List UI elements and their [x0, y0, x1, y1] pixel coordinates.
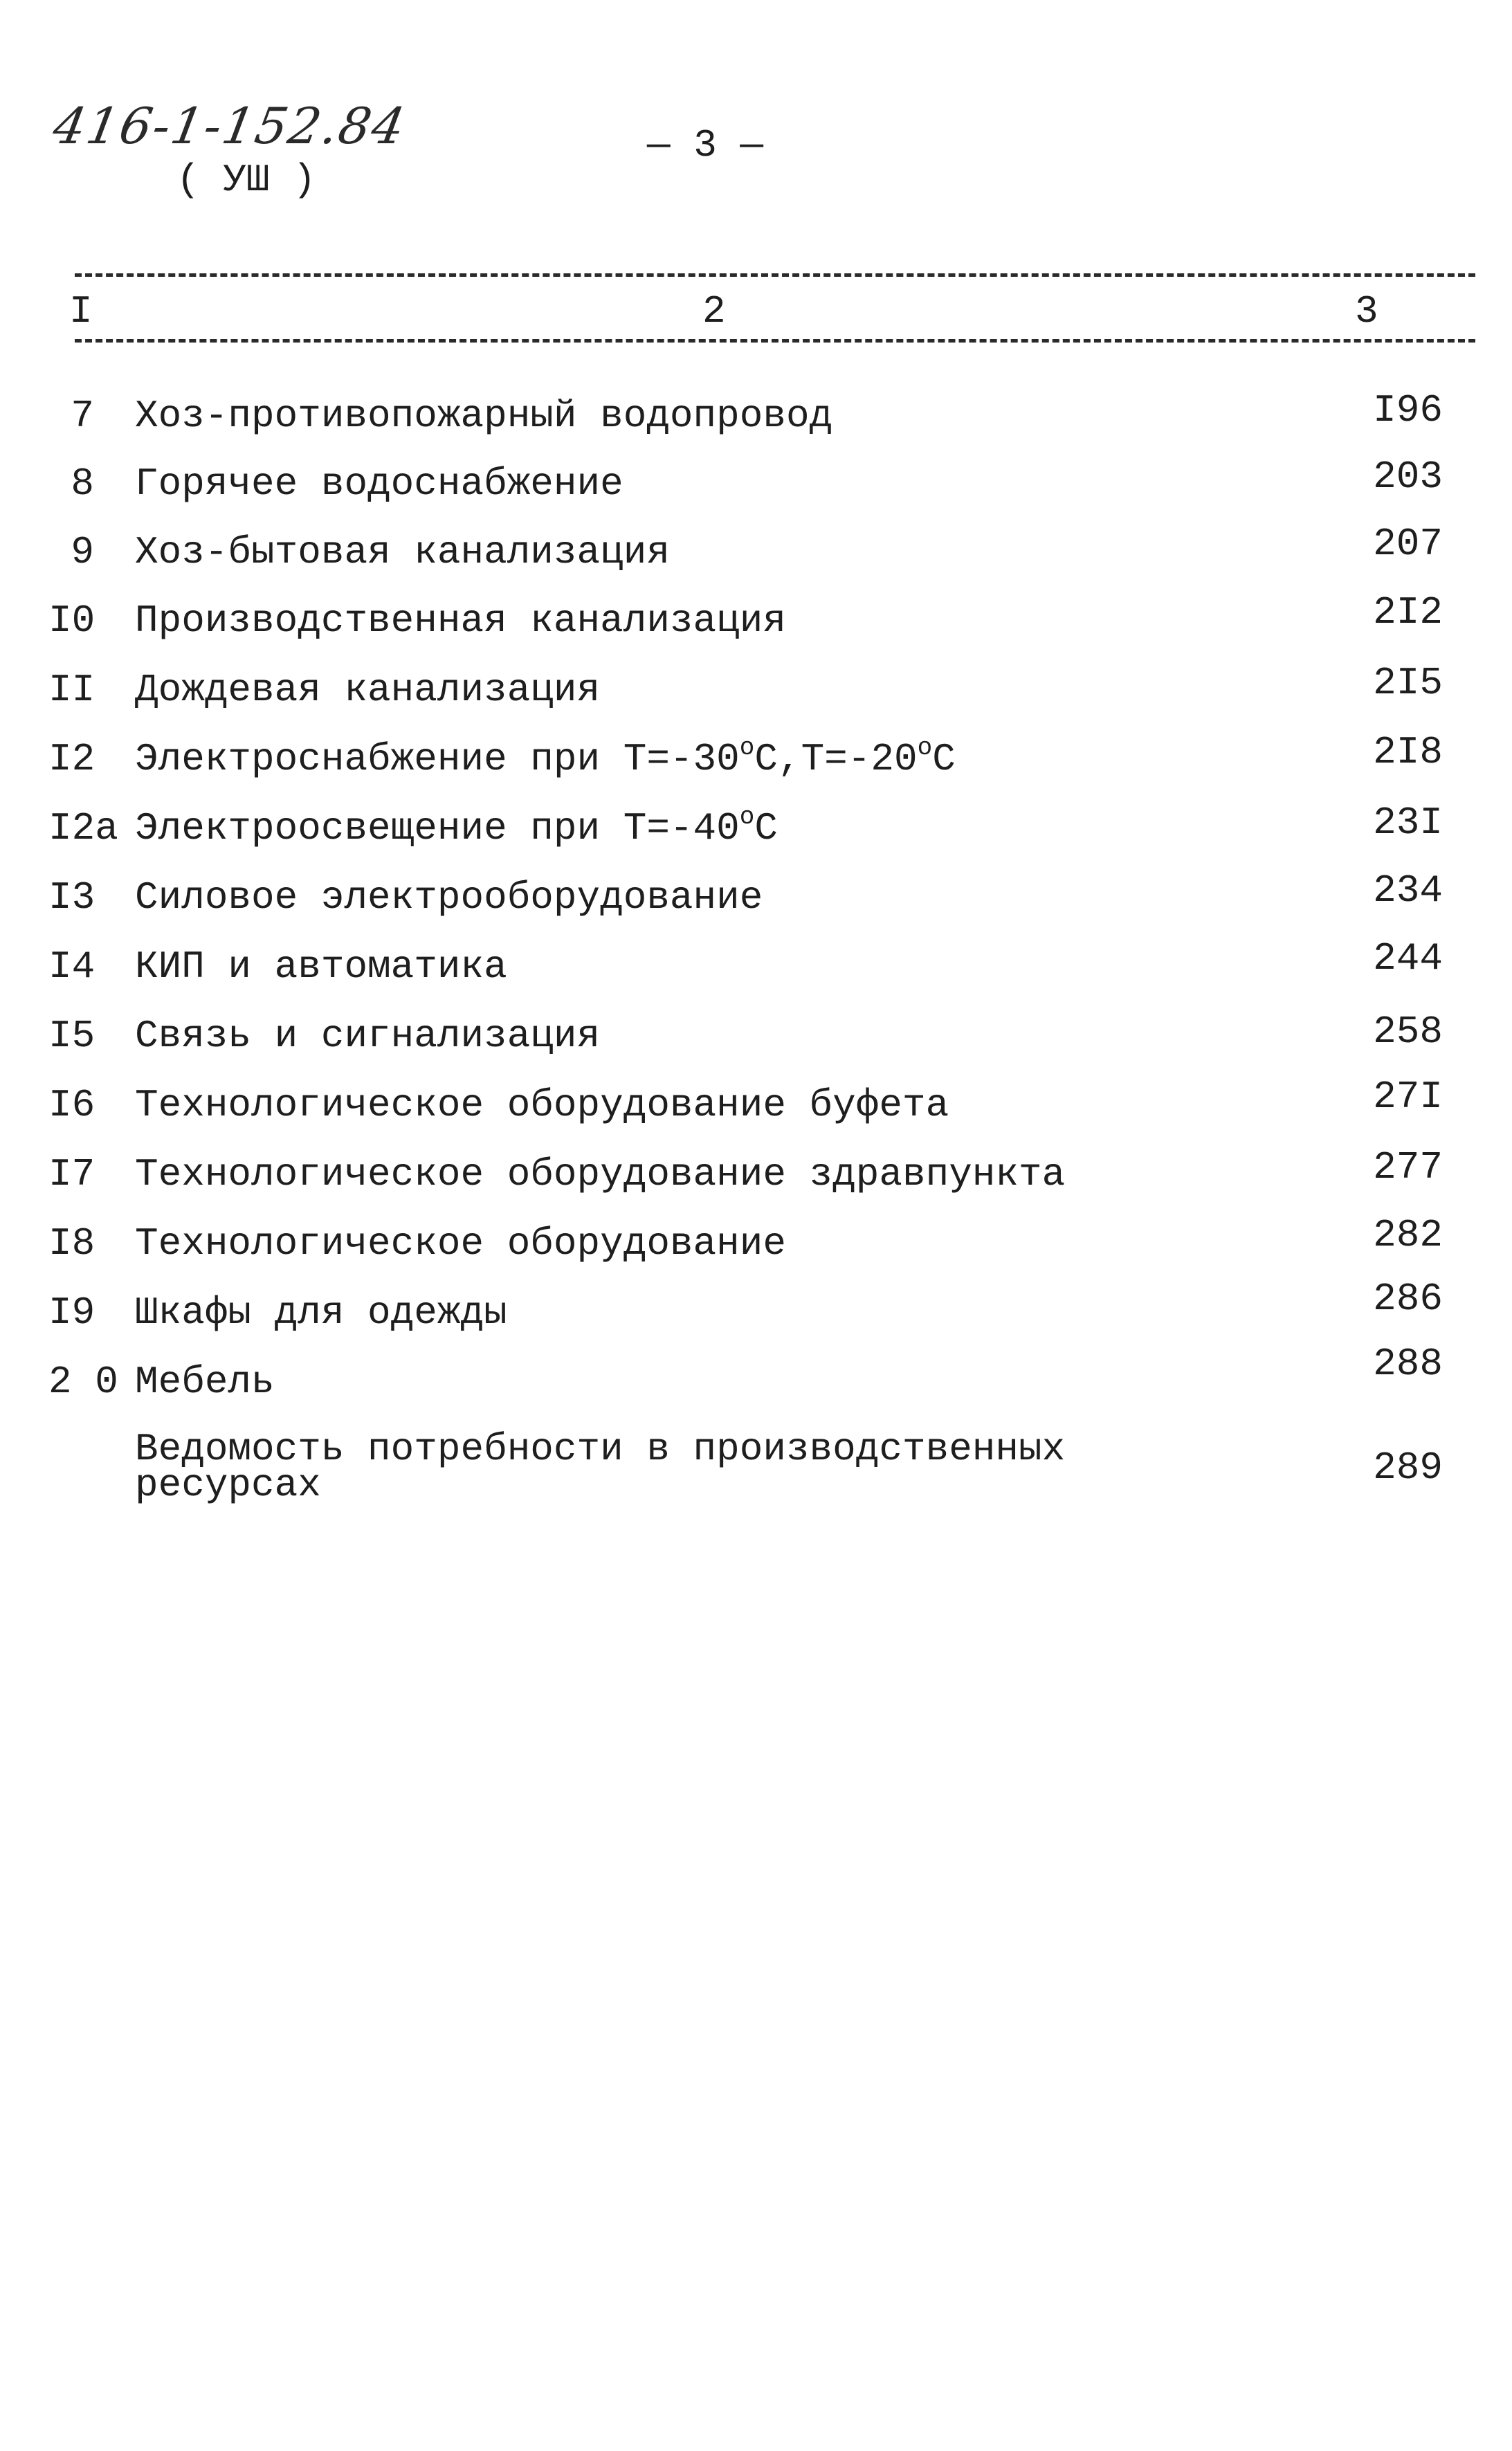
row-page: 244: [1373, 936, 1443, 981]
table-row: [0, 730, 1512, 807]
row-number: 8: [71, 462, 94, 506]
table-row: [0, 1075, 1512, 1153]
row-page: I96: [1373, 388, 1443, 432]
row-page: 282: [1373, 1213, 1443, 1257]
row-page: 234: [1373, 868, 1443, 913]
table-row: [0, 590, 1512, 668]
row-number: 9: [71, 530, 94, 574]
table-row: [0, 1277, 1512, 1360]
row-title: Электроосвещение при $Т=-40^оС$: [135, 803, 778, 850]
row-number: I5: [48, 1014, 95, 1058]
row-title: Мебель: [135, 1360, 275, 1404]
document-code-note: ( УШ ): [176, 158, 316, 202]
header-bottom-divider: [75, 339, 1475, 343]
table-row: [0, 455, 1512, 531]
column-header-2: 2: [702, 289, 726, 334]
column-header-1: I: [69, 289, 93, 334]
row-number: I0: [48, 599, 95, 643]
row-number: I2а: [48, 806, 118, 850]
row-page: 288: [1373, 1342, 1443, 1386]
handwritten-document-code: 416-1-152.84: [48, 97, 411, 155]
row-number: I8: [48, 1221, 95, 1266]
table-row: [0, 868, 1512, 945]
table-top-divider: [75, 273, 1475, 277]
row-title: Шкафы для одежды: [135, 1291, 507, 1335]
row-title: Технологическое оборудование: [135, 1221, 786, 1266]
row-title: Технологическое оборудование здравпункта: [135, 1152, 1066, 1196]
row-title: Хоз-противопожарный водопровод: [135, 394, 833, 438]
table-row: [0, 661, 1512, 738]
row-page: 2I2: [1373, 590, 1443, 635]
row-title: Хоз-бытовая канализация: [135, 530, 670, 574]
row-number: I6: [48, 1083, 95, 1127]
row-number: I3: [48, 875, 95, 920]
row-title: Связь и сигнализация: [135, 1014, 601, 1058]
row-number: II: [48, 668, 95, 712]
row-page: 27I: [1373, 1075, 1443, 1119]
table-row: [0, 1213, 1512, 1291]
row-page: 258: [1373, 1010, 1443, 1054]
table-row: [0, 1010, 1512, 1084]
column-header-3: 3: [1355, 289, 1378, 334]
table-row: [0, 936, 1512, 1014]
table-row: [0, 801, 1512, 876]
row-number: I7: [48, 1152, 95, 1196]
table-row: [0, 1427, 1512, 1528]
row-title: Электроснабжение при $Т=-30^оС,Т=-20^оС$: [135, 734, 956, 781]
row-title: КИП и автоматика: [135, 945, 507, 989]
row-title: Технологическое оборудование буфета: [135, 1083, 949, 1127]
row-number: I2: [48, 737, 95, 781]
table-row: [0, 1145, 1512, 1222]
row-page: 2I5: [1373, 661, 1443, 705]
row-page: 23I: [1373, 801, 1443, 845]
row-title: Ведомость потребности в производственных ресурсах: [135, 1427, 1066, 1507]
row-number: 7: [71, 394, 94, 438]
row-page: 207: [1373, 522, 1443, 566]
row-page: 277: [1373, 1145, 1443, 1190]
row-title: Горячее водоснабжение: [135, 462, 623, 506]
row-number: I9: [48, 1291, 95, 1335]
row-page: 2I8: [1373, 730, 1443, 774]
page-number: — 3 —: [647, 123, 764, 167]
row-page: 289: [1373, 1446, 1443, 1490]
row-number: 2 0: [48, 1360, 118, 1404]
table-row: [0, 388, 1512, 464]
row-number: I4: [48, 945, 95, 989]
table-row: [0, 1342, 1512, 1430]
row-page: 286: [1373, 1277, 1443, 1321]
row-page: 203: [1373, 455, 1443, 499]
table-row: [0, 522, 1512, 600]
row-title: Производственная канализация: [135, 599, 786, 643]
row-title: Силовое электрооборудование: [135, 875, 763, 920]
row-title: Дождевая канализация: [135, 668, 601, 712]
